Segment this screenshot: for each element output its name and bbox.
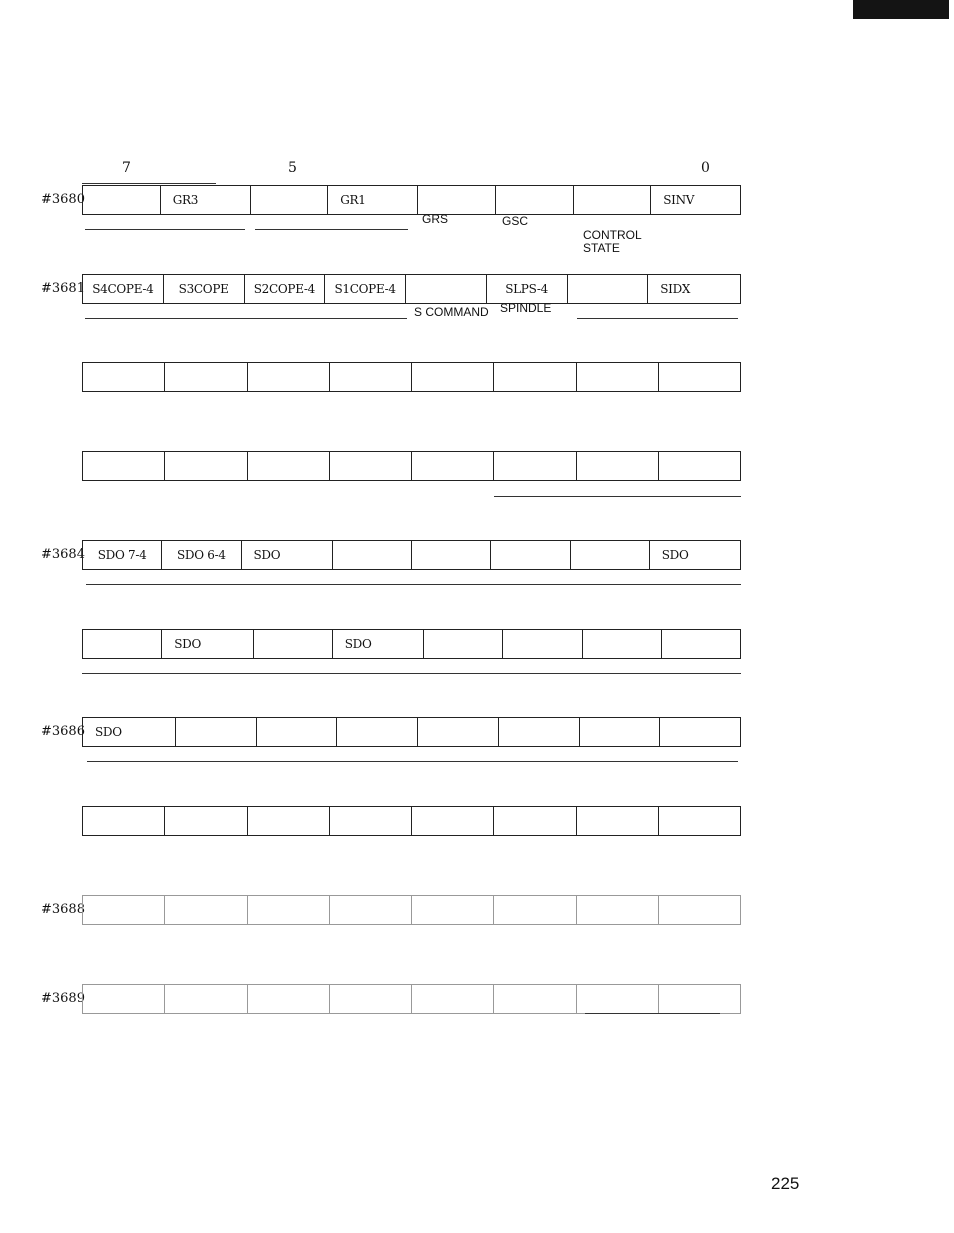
- register-row: [82, 185, 741, 215]
- bit-cell: S3COPE: [163, 274, 245, 304]
- register-row: [82, 540, 741, 570]
- register-row: [82, 717, 741, 747]
- bit-cell: [502, 629, 582, 659]
- bit-cell: [493, 451, 576, 481]
- bit-cell: SDO: [332, 629, 424, 659]
- bit-cell: [579, 717, 661, 747]
- bit-cell: [490, 540, 570, 570]
- bit-cell: [658, 806, 741, 836]
- register-row: [82, 362, 741, 392]
- bit-cell: SDO: [161, 629, 253, 659]
- bit-cell: [493, 806, 576, 836]
- bit-cell: SINV: [650, 185, 741, 215]
- bit-7-label: 7: [122, 160, 131, 176]
- register-row: [82, 984, 741, 1014]
- underline: [255, 229, 408, 230]
- underline: [87, 761, 738, 762]
- bit-cell: [573, 185, 652, 215]
- bit-cell: [576, 451, 659, 481]
- bit-cell: [498, 717, 580, 747]
- bit-cell: [250, 185, 329, 215]
- underline: [494, 496, 741, 497]
- register-address: #3689: [41, 991, 85, 1006]
- bit-cell: [82, 362, 165, 392]
- s-command-caption: S COMMAND: [414, 305, 489, 319]
- bit-cell: [82, 451, 165, 481]
- bit-cell: [411, 895, 494, 925]
- underline: [85, 318, 407, 319]
- bit-5-label: 5: [288, 160, 297, 176]
- bit-cell: [82, 185, 161, 215]
- bit-cell: [329, 806, 412, 836]
- bit-cell: [329, 362, 412, 392]
- bit-cell: [658, 362, 741, 392]
- bit-cell: [576, 362, 659, 392]
- bit-cell: [417, 717, 499, 747]
- register-address: #3681: [41, 281, 85, 296]
- spindle-caption: SPINDLE: [500, 301, 552, 315]
- bit-cell: SIDX: [647, 274, 741, 304]
- bit-cell: [659, 717, 741, 747]
- underline: [85, 229, 245, 230]
- bit-cell: [336, 717, 418, 747]
- header-rule: [82, 183, 216, 184]
- bit-cell: SDO 6-4: [161, 540, 241, 570]
- bit-cell: [493, 984, 576, 1014]
- register-address: #3680: [41, 192, 85, 207]
- bit-cell: [82, 806, 165, 836]
- bit-cell: [493, 362, 576, 392]
- bit-cell: S1COPE-4: [324, 274, 406, 304]
- bit-cell: [329, 895, 412, 925]
- page-number: 225: [771, 1174, 800, 1193]
- bit-cell: [247, 362, 330, 392]
- register-address: #3686: [41, 724, 85, 739]
- control-state-caption: CONTROL STATE: [583, 228, 642, 255]
- register-address: #3688: [41, 902, 85, 917]
- grs-caption: GRS: [422, 212, 449, 226]
- bit-cell: [175, 717, 257, 747]
- bit-cell: SDO: [241, 540, 333, 570]
- bit-cell: SLPS-4: [486, 274, 568, 304]
- bit-cell: [329, 451, 412, 481]
- bit-cell: [411, 540, 491, 570]
- bit-cell: [164, 895, 247, 925]
- bit-cell: [247, 895, 330, 925]
- bit-cell: [164, 806, 247, 836]
- bit-cell: [661, 629, 741, 659]
- underline: [86, 584, 741, 585]
- bit-cell: [405, 274, 487, 304]
- bit-cell: [82, 984, 165, 1014]
- bit-cell: [576, 806, 659, 836]
- bit-cell: [658, 984, 741, 1014]
- bit-cell: [332, 540, 412, 570]
- bit-cell: [582, 629, 662, 659]
- bit-cell: S4COPE-4: [82, 274, 164, 304]
- bit-cell: [411, 806, 494, 836]
- bit-cell: GR1: [327, 185, 418, 215]
- bit-cell: [567, 274, 649, 304]
- gsc-caption: GSC: [502, 214, 529, 228]
- bit-cell: [423, 629, 503, 659]
- register-row: [82, 629, 741, 659]
- bit-cell: [576, 984, 659, 1014]
- bit-cell: [247, 984, 330, 1014]
- bit-cell: [329, 984, 412, 1014]
- register-row: [82, 451, 741, 481]
- bit-cell: SDO: [82, 717, 176, 747]
- bit-cell: [164, 451, 247, 481]
- bit-cell: [576, 895, 659, 925]
- bit-cell: [247, 806, 330, 836]
- bit-cell: [493, 895, 576, 925]
- bit-cell: [82, 629, 162, 659]
- bit-cell: [658, 895, 741, 925]
- bit-cell: S2COPE-4: [244, 274, 326, 304]
- bit-cell: [411, 451, 494, 481]
- underline: [585, 1013, 720, 1014]
- corner-tab: [853, 0, 949, 19]
- register-row: [82, 895, 741, 925]
- bit-cell: [495, 185, 574, 215]
- bit-0-label: 0: [701, 160, 710, 176]
- bit-cell: SDO 7-4: [82, 540, 162, 570]
- bit-cell: [658, 451, 741, 481]
- underline: [577, 318, 738, 319]
- bit-cell: [82, 895, 165, 925]
- bit-cell: [164, 362, 247, 392]
- bit-cell: [247, 451, 330, 481]
- bit-cell: [164, 984, 247, 1014]
- bit-cell: [417, 185, 496, 215]
- bit-cell: [253, 629, 333, 659]
- bit-cell: SDO: [649, 540, 741, 570]
- bit-cell: [570, 540, 650, 570]
- register-address: #3684: [41, 547, 85, 562]
- register-row: [82, 806, 741, 836]
- register-row: [82, 274, 741, 304]
- bit-cell: [411, 984, 494, 1014]
- bit-cell: GR3: [160, 185, 251, 215]
- underline: [82, 673, 741, 674]
- bit-cell: [411, 362, 494, 392]
- bit-cell: [256, 717, 338, 747]
